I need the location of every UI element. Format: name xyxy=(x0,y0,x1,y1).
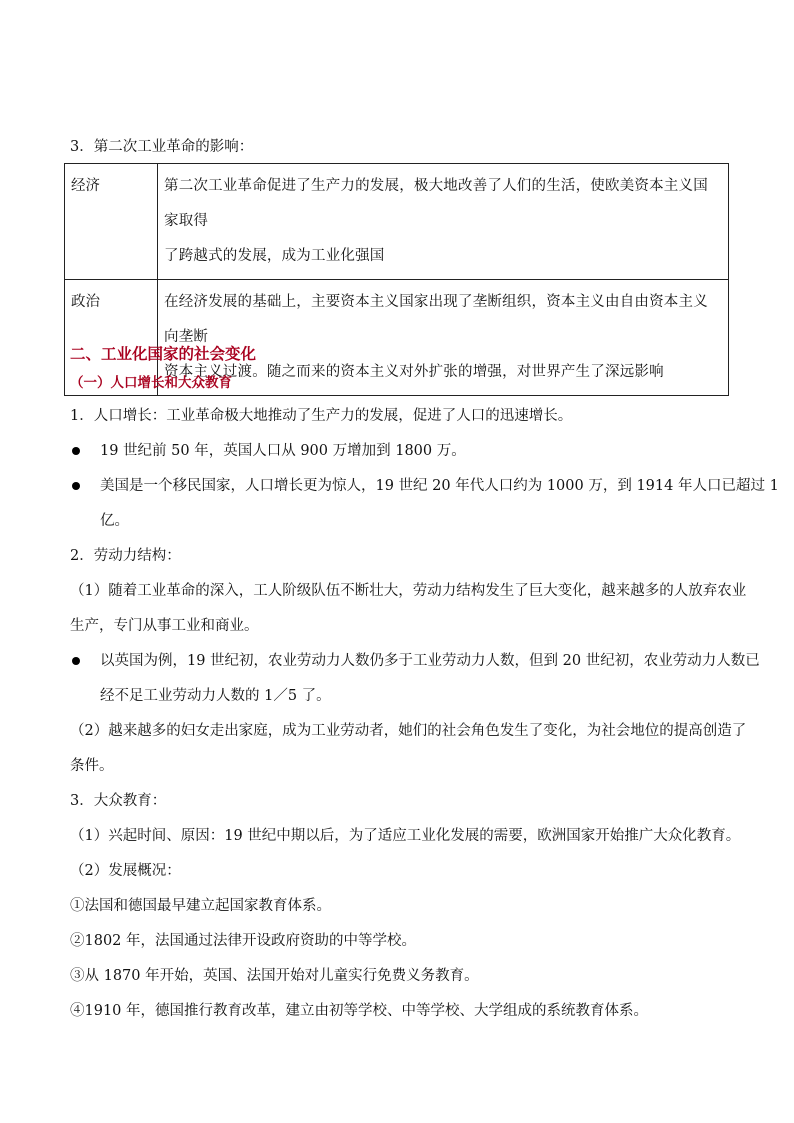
bullet-text: 亿。 xyxy=(100,513,129,529)
cell-line: 了跨越式的发展，成为工业化强国 xyxy=(164,248,385,264)
table-row xyxy=(65,164,729,280)
paragraph: 条件。 xyxy=(70,758,114,774)
paragraph: （1）兴起时间、原因：19 世纪中期以后，为了适应工业化发展的需要，欧洲国家开始推广大众化教育。 xyxy=(70,828,741,844)
bullet-text: 美国是一个移民国家，人口增长更为惊人，19 世纪 20 年代人口约为 1000 万，到 1914 年人口已超过 1 xyxy=(100,478,779,494)
paragraph: 1．人口增长：工业革命极大地推动了生产力的发展，促进了人口的迅速增长。 xyxy=(70,408,573,424)
table-cell-label: 经济 xyxy=(65,164,158,280)
table-cell-label: 政治 xyxy=(65,280,158,396)
list-item: ③从 1870 年开始，英国、法国开始对儿童实行免费义务教育。 xyxy=(70,968,479,984)
heading-main: 二、工业化国家的社会变化 xyxy=(70,344,257,363)
paragraph: 2．劳动力结构： xyxy=(70,548,181,564)
cell-line: 在经济发展的基础上，主要资本主义国家出现了垄断组织，资本主义由自由资本主义向垄断 xyxy=(164,294,708,345)
table-cell-content xyxy=(158,164,729,280)
paragraph: （1）随着工业革命的深入，工人阶级队伍不断壮大，劳动力结构发生了巨大变化，越来越多的人放弃农业 xyxy=(70,583,747,599)
bullet-text: 以英国为例，19 世纪初，农业劳动力人数仍多于工业劳动力人数，但到 20 世纪初，农业劳动力人数已 xyxy=(100,653,760,669)
bullet-icon xyxy=(72,657,80,665)
paragraph: 3．大众教育： xyxy=(70,793,167,809)
section3-title: 3．第二次工业革命的影响： xyxy=(70,139,254,155)
list-item: ①法国和德国最早建立起国家教育体系。 xyxy=(70,898,331,914)
bullet-text: 经不足工业劳动力人数的 1／5 了。 xyxy=(100,688,331,704)
heading-sub: （一）人口增长和大众教育 xyxy=(70,375,232,391)
paragraph: 生产，专门从事工业和商业。 xyxy=(70,618,259,634)
list-item: ②1802 年，法国通过法律开设政府资助的中等学校。 xyxy=(70,933,417,949)
list-item: ④1910 年，德国推行教育改革，建立由初等学校、中等学校、大学组成的系统教育体系。 xyxy=(70,1003,649,1019)
paragraph: （2）越来越多的妇女走出家庭，成为工业劳动者，她们的社会角色发生了变化，为社会地位的提高创造了 xyxy=(70,723,747,739)
paragraph: （2）发展概况： xyxy=(70,863,181,879)
bullet-icon xyxy=(72,447,80,455)
cell-line: 资本主义过渡。随之而来的资本主义对外扩张的增强，对世界产生了深远影响 xyxy=(164,364,664,380)
cell-line: 第二次工业革命促进了生产力的发展，极大地改善了人们的生活，使欧美资本主义国家取得 xyxy=(164,178,708,229)
bullet-icon xyxy=(72,482,80,490)
bullet-text: 19 世纪前 50 年，英国人口从 900 万增加到 1800 万。 xyxy=(100,443,466,459)
